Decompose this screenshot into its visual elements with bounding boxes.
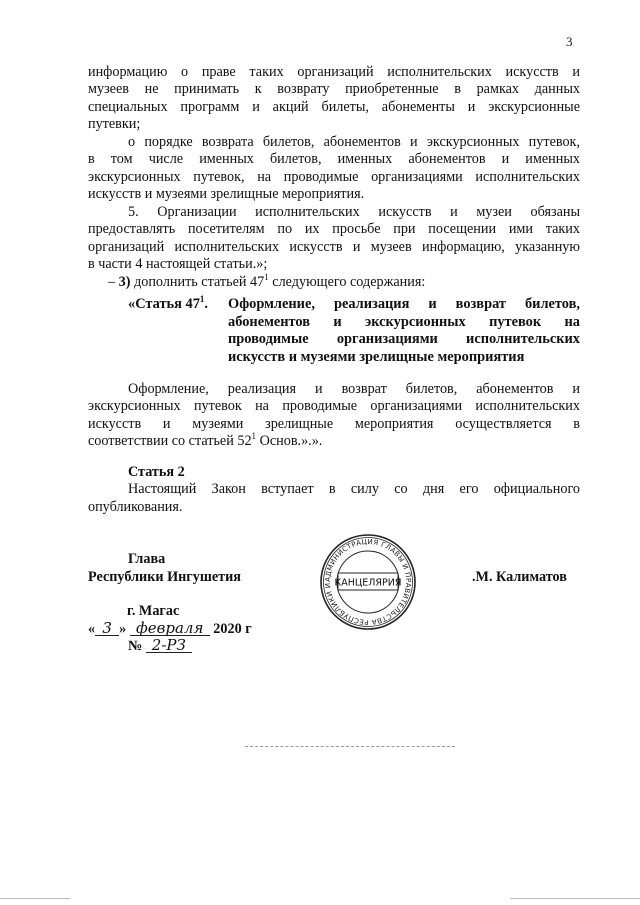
title-line: искусств и музеями зрелищные мероприятия xyxy=(228,348,525,365)
text-line: в том числе именных билетов, именных абонементов и именных xyxy=(88,151,580,168)
svg-text:АДМИНИСТРАЦИЯ ГЛАВЫ И ПРАВИТЕЛ: АДМИНИСТРАЦИЯ ГЛАВЫ И ПРАВИТЕЛЬСТВА РЕСПУБЛИКИ И xyxy=(323,537,413,627)
text-line: предоставлять посетителям по их просьбе при посещении ими таких xyxy=(88,221,580,238)
item-text-rest: следующего содержания: xyxy=(268,274,426,290)
superscript: 1 xyxy=(251,431,257,442)
text-line: экскурсионных путевок, на проводимые организациями исполнительских xyxy=(88,168,580,185)
page-number: 3 xyxy=(566,34,573,49)
scan-artifact-edge xyxy=(0,898,70,899)
signature-title-1: Глава xyxy=(128,551,166,567)
paragraph-return-procedure xyxy=(88,134,580,204)
scan-artifact-edge xyxy=(510,898,640,899)
superscript: 1 xyxy=(199,294,205,304)
date-day: 3 xyxy=(95,621,119,636)
text-line: информацию о праве таких организаций исполнительских искусств и xyxy=(88,64,580,80)
date-year: 2020 г xyxy=(213,621,252,637)
text-line: искусств и музеями зрелищные мероприятия. xyxy=(88,186,365,203)
title-line: абонементов и экскурсионных путевок на xyxy=(228,313,580,330)
law-number: № 2-РЗ xyxy=(128,638,192,655)
text-line: путевки; xyxy=(88,116,141,133)
item-text: дополнить статьей 47 xyxy=(134,274,265,290)
stamp-seal-icon xyxy=(318,532,418,632)
article-title xyxy=(228,296,580,366)
paragraph-article-47-1-body xyxy=(88,381,580,451)
text-line: организаций исполнительских искусств и музеев информацию, указанную xyxy=(88,238,580,255)
text-line: о порядке возврата билетов, абонементов и экскурсионных путевок, xyxy=(128,134,580,150)
signature-date: « 3 » февраля 2020 г xyxy=(88,619,252,637)
title-line: проводимые организациями исполнительских xyxy=(228,331,580,348)
law-number-value: 2-РЗ xyxy=(146,638,192,653)
dash-mark: ‒ xyxy=(108,274,116,290)
paragraph-info-rights xyxy=(88,64,580,134)
svg-text:КАНЦЕЛЯРИЯ: КАНЦЕЛЯРИЯ xyxy=(334,577,402,589)
text-line: соответствии со статьей $52^1$ Основ.».». xyxy=(88,431,323,450)
text-line: музеев не принимать к возврату приобретенные в рамках данных xyxy=(88,81,580,98)
text-line: 5. Организации исполнительских искусств и музеи обязаны xyxy=(128,204,580,220)
article-2 xyxy=(88,464,580,516)
text-line: Настоящий Закон вступает в силу со дня его официального xyxy=(128,481,580,498)
article-2-heading: Статья 2 xyxy=(128,464,185,480)
item-3-add-article xyxy=(108,274,580,291)
signatory-name: .М. Калиматов xyxy=(472,569,567,585)
scan-artifact-line xyxy=(245,746,455,747)
text-line: Оформление, реализация и возврат билетов, абонементов и xyxy=(128,381,580,397)
article-label: «Статья $47^1$. xyxy=(128,294,209,312)
item-number: 3) xyxy=(118,274,131,290)
text-line: в части 4 настоящей статьи.»; xyxy=(88,256,268,273)
date-month: февраля xyxy=(130,621,210,636)
title-line: Оформление, реализация и возврат билетов, xyxy=(228,296,580,312)
signature-title-2: Республики Ингушетия xyxy=(88,569,241,585)
signature-place: г. Магас xyxy=(127,603,180,619)
paragraph-item-5 xyxy=(88,204,580,274)
text-line: специальных программ и акций билеты, абонементы и экскурсионные xyxy=(88,98,580,115)
text-line: опубликования. xyxy=(88,498,183,515)
official-stamp xyxy=(318,532,418,632)
superscript: 1 xyxy=(264,272,269,282)
text-line: экскурсионных путевок на проводимые организациями исполнительских xyxy=(88,398,580,415)
text-line: искусств и музеями зрелищные мероприятия осуществляется в xyxy=(88,415,580,432)
